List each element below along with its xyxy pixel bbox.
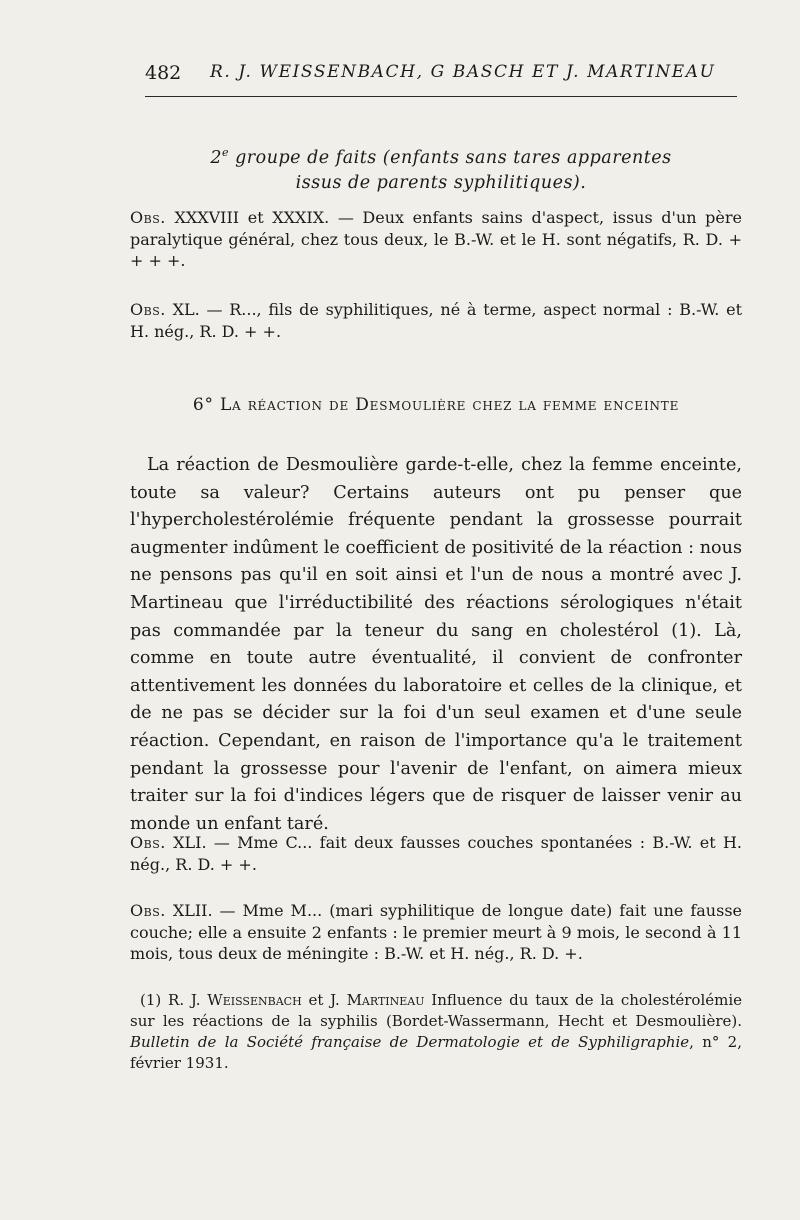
running-head: R. J. WEISSENBACH, G BASCH ET J. MARTINEAU xyxy=(210,62,716,82)
obs-text: XLI. — Mme C... fait deux fausses couches spontanées : B.-W. et H. nég., R. D. + +. xyxy=(130,833,742,874)
group-heading-ordinal-sup: e xyxy=(222,146,230,159)
page-header xyxy=(145,62,735,92)
footnote-author1: Weissenbach xyxy=(207,991,302,1009)
group-heading-ordinal: 2 xyxy=(210,147,223,168)
footnote xyxy=(130,990,742,1074)
observation-42 xyxy=(130,900,742,965)
observation-41 xyxy=(130,832,742,875)
page-number: 482 xyxy=(145,62,182,84)
observation-40 xyxy=(130,299,742,342)
obs-text: XL. — R..., fils de syphilitiques, né à terme, aspect normal : B.-W. et H. nég., R. D. + +. xyxy=(130,300,742,341)
header-rule xyxy=(145,96,737,97)
obs-label: Obs. xyxy=(130,300,166,319)
paragraph-text: La réaction de Desmoulière garde-t-elle, chez la femme enceinte, toute sa valeur? Certains auteurs ont pu penser que l'hypercholestérolémie fréquente pendant la grossesse pourrait augmenter indûment le coefficient de positivité de la réaction : nous ne pensons pas qu'il en soit ainsi et l'un de nous a montré avec J. Martineau que l'irréductibilité des réactions sérologiques n'était pas commandée par la teneur du sang en cholestérol (1). Là, comme en toute autre éventualité, il convient de confronter attentivement les données du laboratoire et celles de la clinique, et de ne pas se décider sur la foi d'un seul examen et d'une seule réaction. Cependant, en raison de l'importance qu'a le traitement pendant la grossesse pour l'avenir de l'enfant, on aimera mieux traiter sur la foi d'indices légers que de risquer de laisser venir au monde un enfant taré. xyxy=(130,455,742,834)
obs-text: XLII. — Mme M... (mari syphilitique de longue date) fait une fausse couche; elle a ensuite 2 enfants : le premier meurt à 9 mois, le second à 11 mois, tous deux de méningite : B.-W. et H. nég., R. D. +. xyxy=(130,901,742,963)
footnote-journal: Bulletin de la Société française de Dermatologie et de Syphiligraphie xyxy=(130,1033,690,1051)
obs-text: XXXVIII et XXXIX. — Deux enfants sains d'aspect, issus d'un père paralytique général, chez tous deux, le B.-W. et le H. sont négatifs, R. D. + + + +. xyxy=(130,208,742,270)
group-heading xyxy=(145,140,737,196)
footnote-and: et J. xyxy=(301,991,347,1009)
footnote-title: Influence du taux de la cholestérolémie sur les réactions de la syphilis (Bordet-Wassermann, Hecht et Desmoulière). xyxy=(130,991,743,1030)
footnote-author2: Martineau xyxy=(346,991,425,1009)
obs-label: Obs. xyxy=(130,901,166,920)
section-number: 6° xyxy=(192,395,220,415)
section-title xyxy=(130,395,742,415)
body-paragraph xyxy=(130,452,742,838)
footnote-marker: (1) R. J. xyxy=(140,991,208,1009)
obs-label: Obs. xyxy=(130,833,166,852)
group-heading-line1: groupe de faits (enfants sans tares apparentes xyxy=(229,147,672,168)
obs-label: Obs. xyxy=(130,208,166,227)
section-title-text: La réaction de Desmoulière chez la femme enceinte xyxy=(219,395,680,415)
observation-38-39 xyxy=(130,207,742,272)
group-heading-line2: issus de parents syphilitiques). xyxy=(295,172,587,193)
footnote-issue: , n° 2, février 1931. xyxy=(130,1033,742,1072)
